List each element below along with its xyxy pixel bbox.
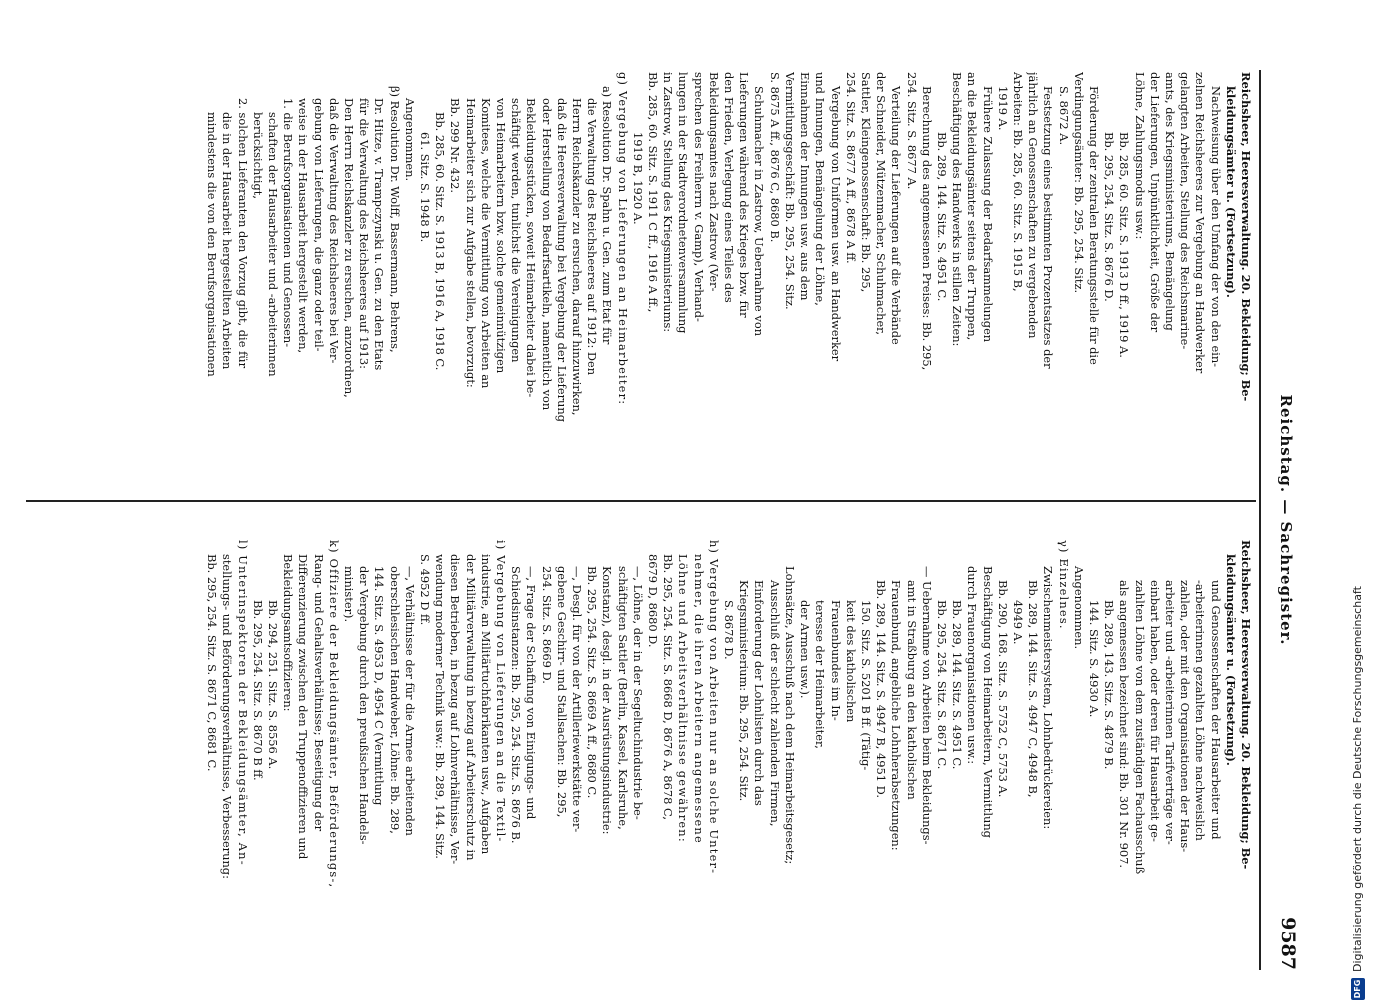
text-line: 144. Sitz. S. 4930 A. bbox=[1086, 600, 1101, 718]
text-line: Herrn Reichskanzler zu ersuchen, darauf hinzuwirken, bbox=[570, 98, 585, 416]
text-line: die in der Hausarbeit hergestellten Arbeiten bbox=[220, 112, 235, 370]
text-line: Schiedsinstanzen: Bb. 295, 254. Sitz. S. 8676 B. bbox=[509, 566, 524, 844]
text-line: schaften der Hausarbeiter und -arbeiterinnen bbox=[266, 112, 280, 377]
text-line: Bb. 289, 144. Sitz. S. 4947 B, 4951 D. bbox=[874, 580, 889, 798]
text-line: Konstanz), desgl. in der Ausrüstungsindustrie: bbox=[600, 566, 615, 835]
text-line: minister). bbox=[342, 566, 357, 623]
text-line: amt in Straßburg an den katholischen bbox=[904, 580, 919, 800]
text-line: von Heimarbeitern bzw. solche gemeinnützigen bbox=[494, 98, 509, 374]
text-line: die Verwaltung des Reichsheeres auf 1912: Den bbox=[585, 98, 600, 376]
text-line: 1919 B, 1920 A. bbox=[630, 132, 645, 225]
text-line: Bb. 285, 60. Sitz. S. 1913 D ff., 1919 A. bbox=[1117, 132, 1132, 358]
text-line: Reichsheer, Heeresverwaltung. 20. Bekleidung; Be- bbox=[1239, 540, 1253, 870]
text-line: industrie, an Militärtuchfabrikanten usw., Aufgaben bbox=[478, 554, 493, 855]
text-line: Ausschluß der schlecht zahlenden Firmen, bbox=[767, 580, 782, 827]
text-line: mindestens die von den Berufsorganisationen bbox=[205, 112, 220, 377]
text-line: an die Bekleidungsämter seitens der Truppen, bbox=[965, 72, 980, 341]
text-line: S. 4952 D ff. bbox=[418, 554, 433, 626]
text-line: Bb. 285, 60. Sitz. S. 1913 B, 1916 A, 1918 C. bbox=[433, 112, 448, 371]
text-line: oberschlesischen Handweber, Löhne: Bb. 289, bbox=[387, 566, 402, 834]
text-line: zahlten Löhne von dem zuständigen Fachausschuß bbox=[1132, 580, 1147, 875]
left-column bbox=[23, 72, 1253, 490]
text-line: für die Verwaltung des Reichsheeres auf 1913: bbox=[357, 98, 372, 369]
dfg-logo-icon: DFG bbox=[1351, 978, 1365, 1000]
text-line: Lohnsätze, Ausschuß nach dem Heimarbeitsgesetz; bbox=[782, 566, 797, 865]
text-line: k) Offiziere der Bekleidungsämter, Beförderungs-, bbox=[326, 540, 341, 889]
text-line: —, Löhne, der in der Segeltuchindustrie be- bbox=[630, 566, 645, 820]
text-line: teresse der Heimarbeiter, bbox=[813, 600, 828, 749]
text-line: 4949 A. bbox=[1010, 600, 1025, 645]
text-line: daß die Heeresverwaltung bei Vergebung der Lieferung bbox=[554, 98, 569, 423]
column-divider bbox=[26, 500, 1256, 502]
text-line: Reichsheer, Heeresverwaltung. 20. Bekleidung; Be- bbox=[1239, 72, 1253, 402]
text-line: Löhne und Arbeitsverhältnisse gewähren: bbox=[676, 554, 691, 843]
text-line: lungen in der Stadtverordnetenversammlung bbox=[676, 72, 691, 334]
text-line: Arbeiten: Bb. 285, 60. Sitz. S. 1915 B, bbox=[1010, 72, 1025, 292]
text-line: berücksichtigt, bbox=[250, 112, 265, 200]
text-line: Lieferungen während des Krieges bzw. für bbox=[737, 72, 752, 318]
text-line: Sattler, Kleingenossenschaft: Bb. 295, bbox=[858, 72, 873, 293]
text-line: Angenommen. bbox=[402, 98, 417, 182]
text-line: einbart haben, oder deren für Hausarbeit ge- bbox=[1147, 580, 1162, 842]
text-line: in Zastrow, Stellung des Kriegsministeriums: bbox=[661, 72, 676, 333]
text-line: Bb. 290, 168. Sitz. S. 5752 C, 5753 A. bbox=[995, 580, 1010, 798]
text-line: stellungs- und Beförderungsverhältnisse, Verbesserung: bbox=[220, 554, 235, 879]
text-line: —, Desgl. für von der Artilleriewerkstätte ver- bbox=[570, 566, 585, 833]
text-line: Bb. 295, 254. Sitz. S. 8671 C, 8681 C. bbox=[205, 554, 220, 772]
text-line: Nachweisung über den Umfang der von den ein- bbox=[1208, 86, 1223, 368]
text-line: Festsetzung eines bestimmten Prozentsatzes der bbox=[1041, 86, 1056, 369]
text-line: Angenommen. bbox=[1071, 566, 1086, 650]
text-line: diesen Betrieben, in bezug auf Lohnverhältnisse, Ver- bbox=[448, 554, 463, 865]
text-line: Bb. 299 Nr. 432. bbox=[448, 98, 463, 194]
text-line: — Uebernahme von Arbeiten beim Bekleidungs- bbox=[919, 566, 934, 845]
page-number: 9587 bbox=[1277, 917, 1299, 970]
text-line: 1919 A. bbox=[995, 86, 1010, 131]
text-line: Bb. 289, 143. Sitz. S. 4879 B. bbox=[1102, 600, 1117, 770]
text-line: als angemessen bezeichnet sind: Bb. 301 Nr. 907. bbox=[1117, 580, 1132, 869]
text-line: Einforderung der Lohnlisten durch das bbox=[752, 580, 767, 806]
text-line: Bb. 289, 144. Sitz. S. 4951 C. bbox=[934, 132, 949, 302]
text-line: Bb. 295, 254. Sitz. S. 8670 B ff. bbox=[250, 600, 265, 781]
text-line: —, Verhältnisse der für die Armee arbeitenden bbox=[402, 566, 417, 836]
text-line: 8679 D, 8680 D. bbox=[646, 554, 661, 648]
text-line: keit des katholischen bbox=[843, 600, 858, 723]
page-header bbox=[1263, 70, 1303, 970]
text-line: arbeiter und -arbeiterinnen Tarifverträge ver- bbox=[1162, 580, 1177, 845]
text-line: -arbeiterinnen gezahlten Löhne nachweislich bbox=[1193, 580, 1208, 841]
text-line: 1. die Berufsorganisationen und Genossen- bbox=[281, 98, 296, 348]
credit-text: Digitalisierung gefördert durch die Deutsche Forschungsgemeinschaft bbox=[1351, 586, 1364, 972]
text-line: Bekleidungsamtsoffizieren: bbox=[281, 554, 296, 712]
text-line: l) Unterinspektoren der Bekleidungsämter, An- bbox=[235, 540, 250, 866]
text-line: der Armen usw.). bbox=[798, 600, 813, 699]
text-line: gebung von Lieferungen, die ganz oder teil- bbox=[311, 98, 326, 352]
text-line: und Genossenschaften der Hausarbeiter und bbox=[1208, 580, 1223, 840]
text-line: i) Vergebung von Lieferungen an die Textil- bbox=[494, 540, 509, 843]
text-line: Frauenbund, angebliche Lohnherabsetzungen: bbox=[889, 580, 904, 851]
text-line: S. 8672 A. bbox=[1056, 86, 1071, 146]
text-line: Bb. 295, 254. Sitz. S. 8671 C. bbox=[934, 600, 949, 770]
text-line: Bb. 295, 254. Sitz. S. 8668 D, 8676 A, 8678 C, bbox=[661, 554, 676, 820]
text-line: Löhne, Zahlungsmodus usw.: bbox=[1132, 72, 1147, 240]
text-line: a) Resolution Dr. Spahn u. Gen. zum Etat für bbox=[600, 86, 615, 345]
text-line: amts, des Kriegsministeriums, Bemängelung bbox=[1162, 72, 1177, 331]
text-line: Einnahmen der Innungen usw. aus dem bbox=[798, 72, 813, 301]
text-line: Bb. 285, 60. Sitz. S. 1911 C ff., 1916 A ff., bbox=[646, 72, 661, 313]
text-line: Den Herrn Reichskanzler zu ersuchen, anzuordnen, bbox=[342, 98, 357, 398]
text-line: 254. Sitz. S. 8677 A. bbox=[904, 72, 919, 190]
text-line: Bekleidungsstücken, soweit Heimarbeiter dabei be- bbox=[524, 98, 539, 398]
text-line: Bb. 295, 254. Sitz. S. 8676 D. bbox=[1102, 132, 1117, 302]
text-line: Bb. 295, 254. Sitz. S. 8669 A ff., 8680 C. bbox=[585, 566, 600, 799]
text-line: Bb. 289, 144. Sitz. S. 4947 C, 4948 B, bbox=[1026, 580, 1041, 798]
text-line: oder Herstellung von Bedarfsartikeln, namentlich von bbox=[539, 98, 554, 411]
text-line: Differenzierung zwischen den Truppenoffizieren und bbox=[296, 554, 311, 860]
running-head: Reichstag. — Sachregister. bbox=[1277, 394, 1295, 646]
text-line: schäftigten Sattler (Berlin, Kassel, Karlsruhe, bbox=[615, 566, 630, 830]
text-line: und Innungen, Bemängelung der Löhne, bbox=[813, 72, 828, 306]
text-line: h) Vergebung von Arbeiten nur an solche Unter- bbox=[706, 540, 721, 875]
text-line: Dr. Hitze, v. Trampczynski u. Gen. zu den Etats bbox=[372, 98, 387, 371]
text-line: schäftigt werden, tunlichst die Vereinigungen bbox=[509, 98, 524, 363]
text-line: der Militärverwaltung in bezug auf Arbeiterschutz in bbox=[463, 554, 478, 861]
text-line: Komitees, welche die Vermittlung von Arbeiten an bbox=[478, 98, 493, 389]
text-line: der Schneider, Mützenmacher, Schuhmacher, bbox=[874, 72, 889, 335]
text-line: β) Resolution Dr. Wolff, Bassermann, Behrens, bbox=[387, 86, 402, 353]
text-line: Kriegsministerium: Bb. 295, 254. Sitz. bbox=[737, 580, 752, 802]
text-line: 144. Sitz. S. 4953 D, 4954 C (Vermittlung bbox=[372, 566, 387, 806]
text-line: 2. solchen Lieferanten den Vorzug gibt, die für bbox=[235, 98, 250, 369]
text-line: jährlich an Genossenschaften zu vergebenden bbox=[1026, 72, 1041, 339]
text-line: zelnen Reichsheeres zur Vergebung an Handwerker bbox=[1193, 72, 1208, 374]
text-line: durch Frauenorganisationen usw.: bbox=[965, 566, 980, 765]
text-line: 254. Sitz. S. 8677 A ff., 8678 A ff. bbox=[843, 72, 858, 264]
text-line: Rang- und Gehaltsverhältnisse; Beseitigung der bbox=[311, 554, 326, 832]
text-line: Beschäftigung des Handwerks in stillen Zeiten: bbox=[950, 72, 965, 347]
text-line: weise in der Hausarbeit hergestellt werden, bbox=[296, 98, 311, 354]
text-line: Vermittlungsgeschäft: Bb. 295, 254. Sitz. bbox=[782, 72, 797, 310]
text-line: Bekleidungsamtes nach Zastrow (Ver- bbox=[706, 72, 721, 292]
text-line: gelangten Arbeiten, Stellung des Reichsmarine- bbox=[1178, 72, 1193, 350]
text-line: zahlen, oder mit den Organisationen der Haus- bbox=[1178, 580, 1193, 853]
text-line: Förderung der zentralen Beratungsstelle für die bbox=[1086, 86, 1101, 365]
text-line: der Lieferungen, Unpünktlichkeit, Größe der bbox=[1147, 72, 1162, 333]
header-rule bbox=[1259, 70, 1261, 970]
text-line: Bb. 289, 144. Sitz. S. 4951 C. bbox=[950, 600, 965, 770]
text-line: den Frieden, Verlegung eines Teiles des bbox=[722, 72, 737, 303]
text-line: Heimarbeiter sich zur Aufgabe stellen, bevorzugt: bbox=[463, 98, 478, 388]
text-line: S. 8675 A ff., 8676 C, 8680 B. bbox=[767, 72, 782, 243]
text-line: wendung moderner Technik usw.: Bb. 289, 144. Sitz. bbox=[433, 554, 448, 859]
text-line: Beschäftigung von Heimarbeitern, Vermittlung bbox=[980, 566, 995, 838]
text-line: Frauenbundes im In- bbox=[828, 600, 843, 721]
text-line: Frühere Zulassung der Bedarfsammelungen bbox=[980, 86, 995, 343]
text-line: Verteilung der Lieferungen auf die Verbände bbox=[889, 86, 904, 345]
right-column bbox=[23, 540, 1253, 958]
text-line: Verdingungsämter: Bb. 295, 254. Sitz. bbox=[1071, 72, 1086, 294]
text-line: gebene Geschirr- und Stallsachen: Bb. 295, bbox=[554, 566, 569, 818]
text-line: g) Vergebung von Lieferungen an Heimarbeiter: bbox=[615, 72, 630, 406]
text-line: kleidungsämter u. (Fortsetzung). bbox=[1223, 554, 1238, 766]
text-line: Bb. 294, 251. Sitz. S. 8556 A. bbox=[266, 600, 280, 770]
text-line: 61. Sitz. S. 1948 B. bbox=[418, 132, 433, 243]
digitization-credit bbox=[1338, 40, 1378, 1000]
text-line: daß die Verwaltung des Reichsheeres bei Ver- bbox=[326, 98, 341, 364]
text-line: Schuhmacher in Zastrow, Uebernahme von bbox=[752, 86, 767, 337]
text-line: 150. Sitz. S. 5201 B ff. (Tätig- bbox=[858, 600, 873, 771]
text-line: 254. Sitz. S. 8669 D. bbox=[539, 566, 554, 684]
text-line: Zwischenmeistersystem, Lohnbedrückereien: bbox=[1041, 566, 1056, 830]
text-line: sprechen des Freiherrn v. Gamp), Verhand- bbox=[691, 72, 706, 322]
text-line: kleidungsämter u. (Fortsetzung). bbox=[1223, 86, 1238, 298]
text-line: nehmer, die ihren Arbeitern angemessene bbox=[691, 554, 706, 844]
text-line: Vergebung von Uniformen usw. an Handwerker bbox=[828, 86, 843, 362]
text-line: Berechnung des angemessenen Preises: Bb. 295, bbox=[919, 86, 934, 371]
text-line: S. 8678 D. bbox=[722, 600, 737, 660]
text-line: der Vergebung durch den preußischen Handels- bbox=[357, 566, 372, 845]
text-line: —, Frage der Schaffung von Einigungs- und bbox=[524, 566, 539, 820]
text-line: γ) Einzelnes. bbox=[1056, 540, 1071, 630]
